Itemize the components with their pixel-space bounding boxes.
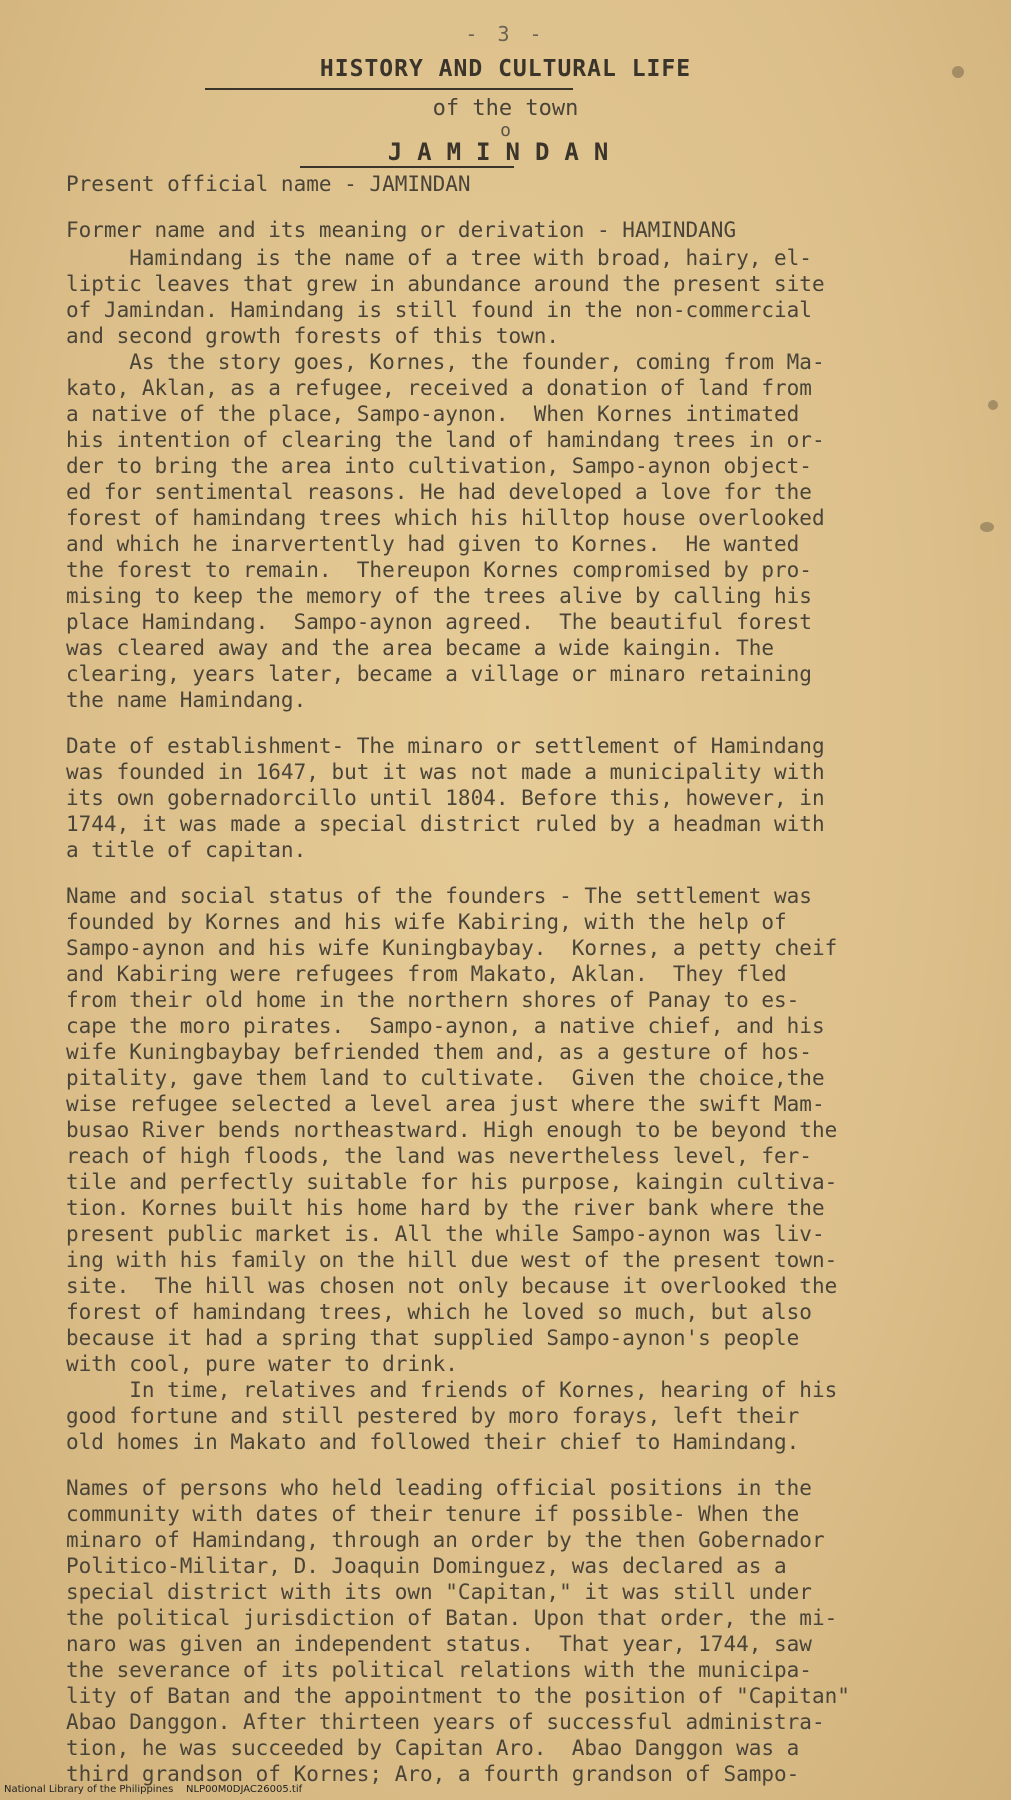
text-line: the name Hamindang.: [66, 688, 307, 712]
text-line: with cool, pure water to drink.: [66, 1352, 458, 1376]
text-line: tion. Kornes built his home hard by the river bank where the: [66, 1196, 825, 1220]
town-name: JAMINDAN: [387, 138, 624, 166]
text-line: cape the moro pirates. Sampo-aynon, a native chief, and his: [66, 1014, 825, 1038]
text-line: old homes in Makato and followed their chief to Hamindang.: [66, 1430, 800, 1454]
text-line: pitality, gave them land to cultivate. Given the choice,the: [66, 1066, 825, 1090]
text-line: was founded in 1647, but it was not made a municipality with: [66, 760, 825, 784]
text-line: mising to keep the memory of the trees alive by calling his: [66, 584, 812, 608]
text-line: Names of persons who held leading official positions in the: [66, 1476, 812, 1500]
text-line: tile and perfectly suitable for his purpose, kaingin cultiva-: [66, 1170, 838, 1194]
text-line: Name and social status of the founders - The settlement was: [66, 884, 812, 908]
text-line: his intention of clearing the land of hamindang trees in or-: [66, 428, 825, 452]
ink-spot: [952, 66, 964, 78]
text-line: liptic leaves that grew in abundance around the present site: [66, 272, 825, 296]
text-line: der to bring the area into cultivation, Sampo-aynon object-: [66, 454, 812, 478]
text-line: Hamindang is the name of a tree with broad, hairy, el-: [66, 246, 812, 270]
title-underline: [205, 88, 573, 90]
text-line: Present official name - JAMINDAN: [66, 172, 471, 196]
text-line: from their old home in the northern shores of Panay to es-: [66, 988, 800, 1012]
text-line: tion, he was succeeded by Capitan Aro. Abao Danggon was a: [66, 1736, 800, 1760]
text-line: site. The hill was chosen not only because it overlooked the: [66, 1274, 838, 1298]
text-line: kato, Aklan, as a refugee, received a donation of land from: [66, 376, 812, 400]
text-line: Politico-Militar, D. Joaquin Dominguez, was declared as a: [66, 1554, 787, 1578]
text-line: Sampo-aynon and his wife Kuningbaybay. Kornes, a petty cheif: [66, 936, 838, 960]
text-line: forest of hamindang trees which his hilltop house overlooked: [66, 506, 825, 530]
text-line: and Kabiring were refugees from Makato, Aklan. They fled: [66, 962, 787, 986]
text-line: lity of Batan and the appointment to the position of "Capitan": [66, 1684, 850, 1708]
text-line: forest of hamindang trees, which he loved so much, but also: [66, 1300, 812, 1324]
text-line: good fortune and still pestered by moro forays, left their: [66, 1404, 800, 1428]
text-line: Former name and its meaning or derivation - HAMINDANG: [66, 218, 737, 242]
text-line: community with dates of their tenure if possible- When the: [66, 1502, 800, 1526]
text-line: wise refugee selected a level area just where the swift Mam-: [66, 1092, 825, 1116]
town-underline: [300, 166, 514, 168]
text-line: a native of the place, Sampo-aynon. When Kornes intimated: [66, 402, 800, 426]
text-line: As the story goes, Kornes, the founder, coming from Ma-: [66, 350, 825, 374]
page-number: - 3 -: [465, 22, 546, 46]
text-line: clearing, years later, became a village or minaro retaining: [66, 662, 812, 686]
text-line: the forest to remain. Thereupon Kornes compromised by pro-: [66, 558, 812, 582]
text-line: Abao Danggon. After thirteen years of successful administra-: [66, 1710, 825, 1734]
text-line: wife Kuningbaybay befriended them and, as a gesture of hos-: [66, 1040, 812, 1064]
text-line: Date of establishment- The minaro or settlement of Hamindang: [66, 734, 825, 758]
text-line: its own gobernadorcillo until 1804. Before this, however, in: [66, 786, 825, 810]
document-subtitle: of the town: [432, 96, 579, 121]
ink-spot: [980, 522, 994, 532]
text-line: a title of capitan.: [66, 838, 307, 862]
text-line: 1744, it was made a special district ruled by a headman with: [66, 812, 825, 836]
archive-footer: National Library of the Philippines NLP00M0DJAC26005.tif: [4, 1784, 303, 1795]
text-line: the severance of its political relations with the municipa-: [66, 1658, 812, 1682]
text-line: third grandson of Kornes; Aro, a fourth grandson of Sampo-: [66, 1762, 800, 1786]
text-line: because it had a spring that supplied Sampo-aynon's people: [66, 1326, 800, 1350]
text-line: present public market is. All the while Sampo-aynon was liv-: [66, 1222, 825, 1246]
text-line: ing with his family on the hill due west of the present town-: [66, 1248, 838, 1272]
text-line: minaro of Hamindang, through an order by the then Gobernador: [66, 1528, 825, 1552]
text-line: and which he inarvertently had given to Kornes. He wanted: [66, 532, 800, 556]
text-line: reach of high floods, the land was nevertheless level, fer-: [66, 1144, 812, 1168]
text-line: In time, relatives and friends of Kornes, hearing of his: [66, 1378, 838, 1402]
text-line: naro was given an independent status. That year, 1744, saw: [66, 1632, 812, 1656]
ink-spot: [988, 400, 998, 410]
text-line: special district with its own "Capitan," it was still under: [66, 1580, 812, 1604]
document-title: HISTORY AND CULTURAL LIFE: [319, 56, 692, 82]
text-line: the political jurisdiction of Batan. Upon that order, the mi-: [66, 1606, 838, 1630]
text-line: ed for sentimental reasons. He had developed a love for the: [66, 480, 812, 504]
text-line: place Hamindang. Sampo-aynon agreed. The beautiful forest: [66, 610, 812, 634]
text-line: busao River bends northeastward. High enough to be beyond the: [66, 1118, 838, 1142]
text-line: of Jamindan. Hamindang is still found in the non-commercial: [66, 298, 812, 322]
text-line: and second growth forests of this town.: [66, 324, 560, 348]
text-line: was cleared away and the area became a wide kaingin. The: [66, 636, 775, 660]
subtitle-separator: o: [500, 120, 511, 141]
text-line: founded by Kornes and his wife Kabiring, with the help of: [66, 910, 787, 934]
